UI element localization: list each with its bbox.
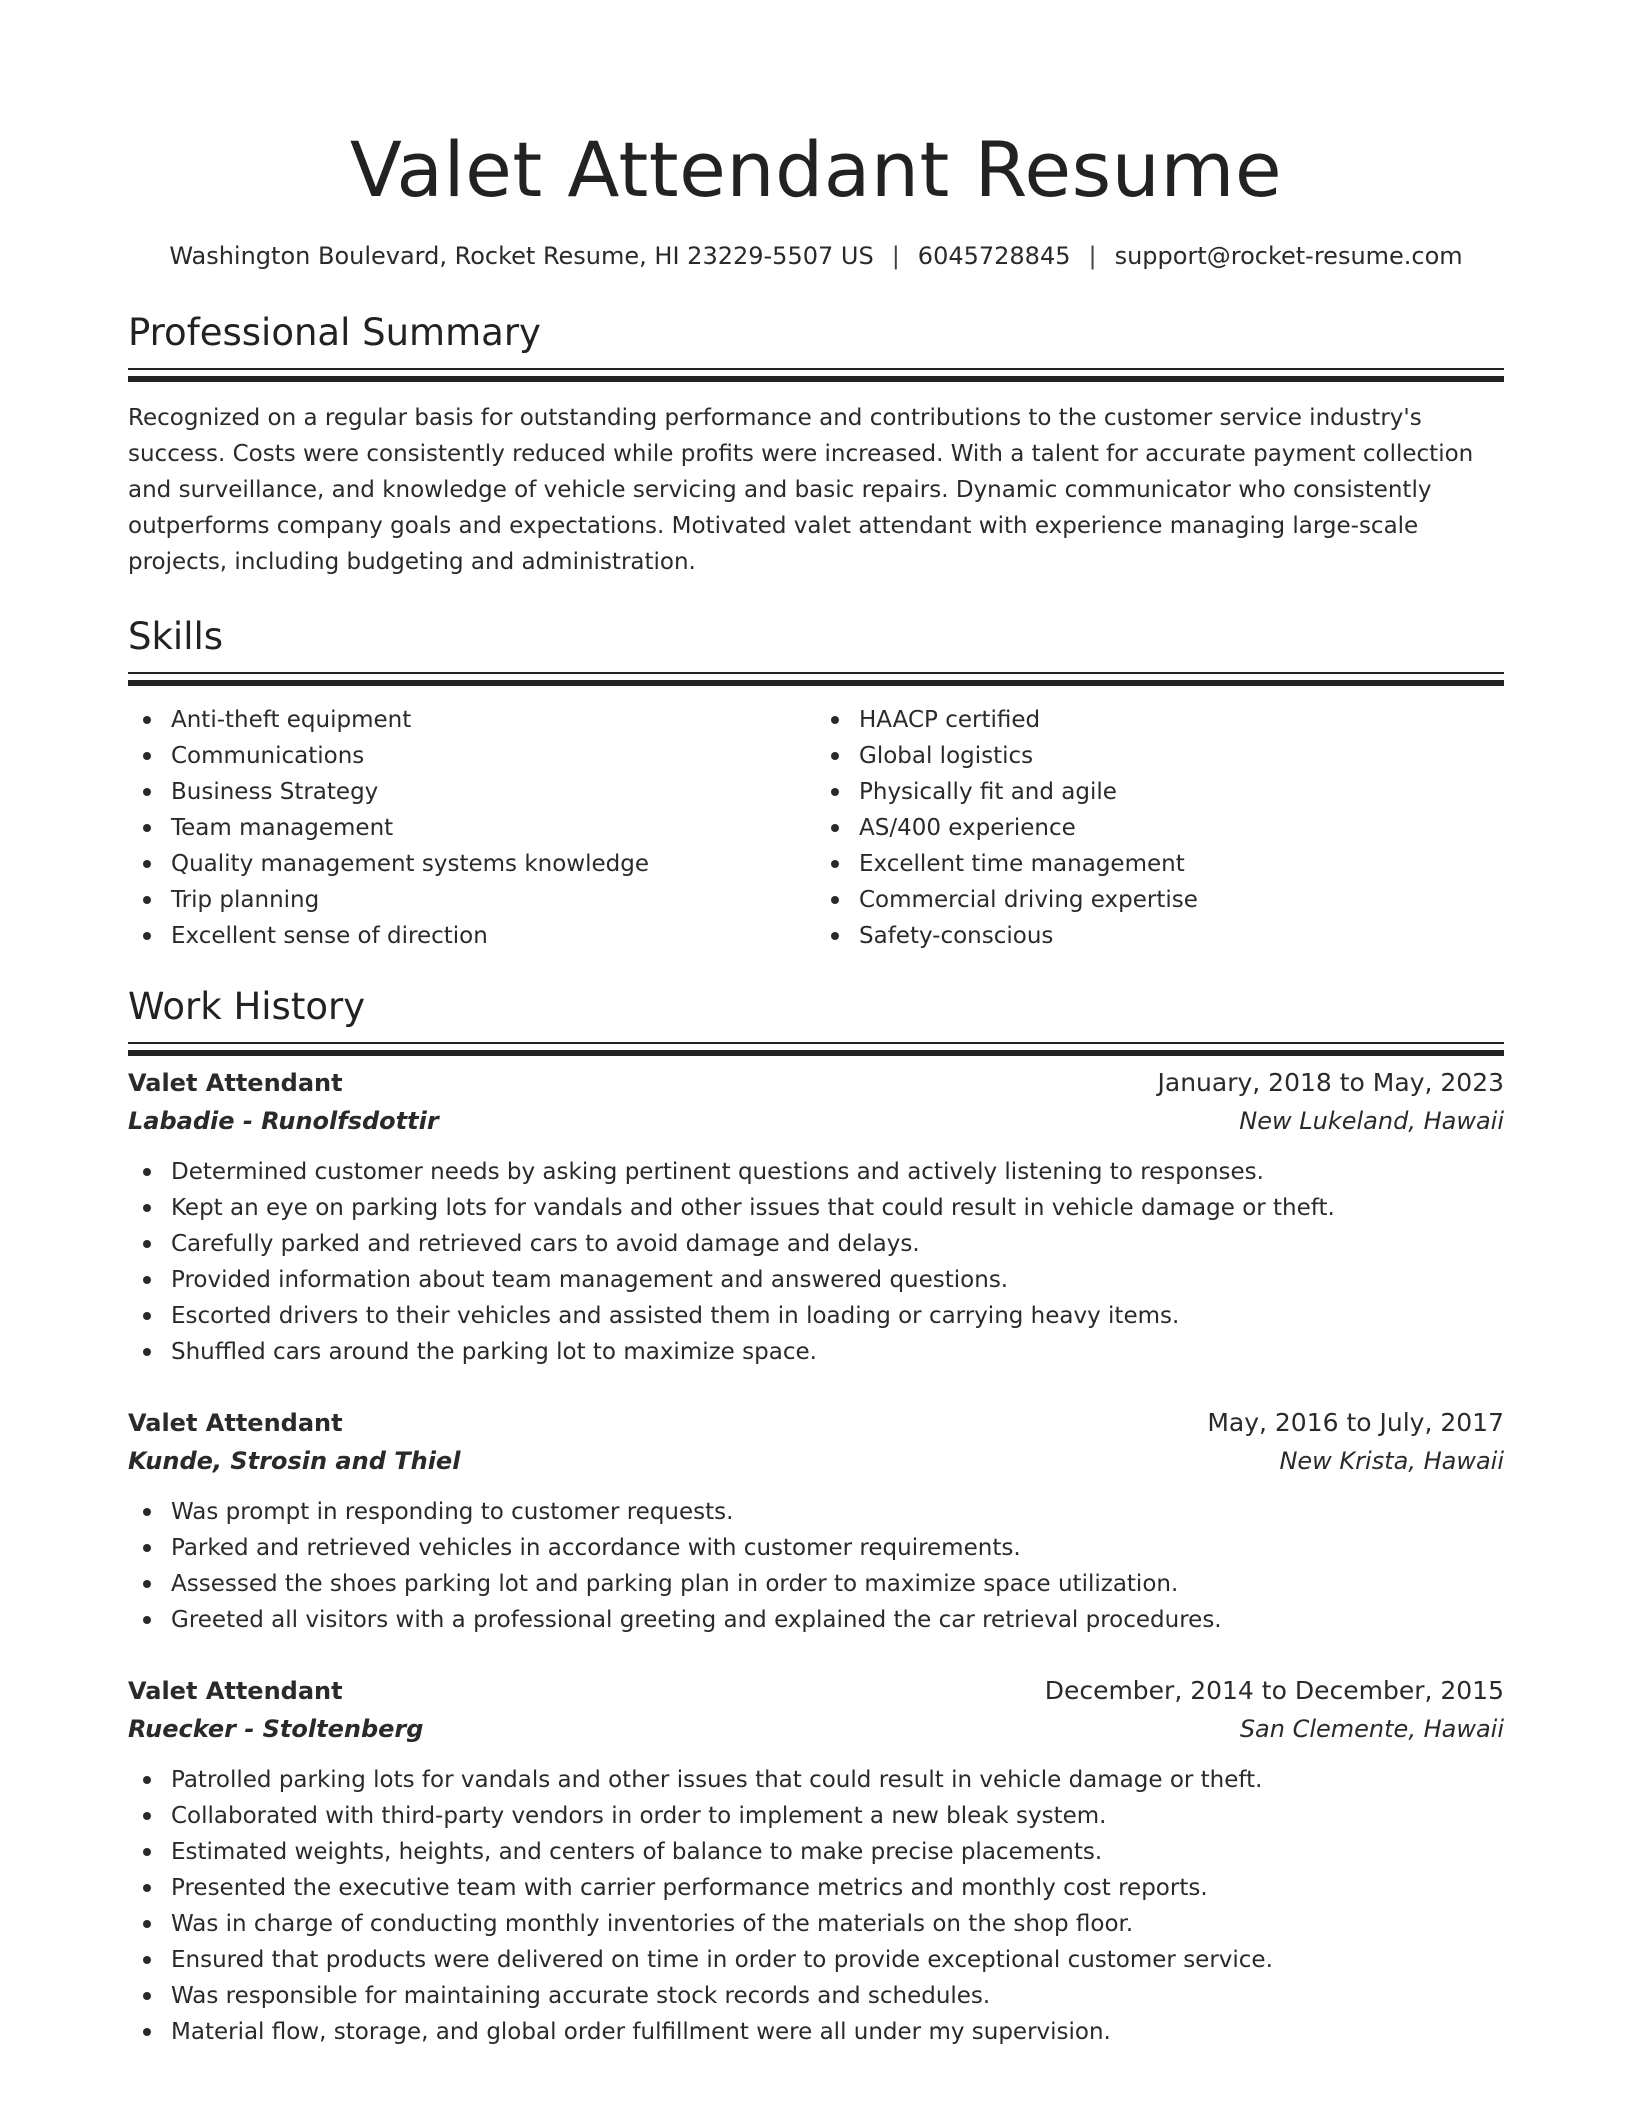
job-bullet: Carefully parked and retrieved cars to avoid damage and delays.	[171, 1226, 1504, 1262]
contact-phone: 6045728845	[917, 242, 1071, 270]
contact-line	[128, 240, 1504, 272]
contact-separator: |	[891, 242, 900, 270]
skill-item: Excellent sense of direction	[171, 918, 816, 954]
section-divider	[128, 368, 1504, 370]
skill-item: Anti-theft equipment	[171, 702, 816, 738]
work-history-heading: Work History	[128, 985, 366, 1028]
section-divider	[128, 672, 1504, 674]
job-title: Valet Attendant	[128, 1409, 343, 1437]
work-history-section	[128, 984, 1504, 2050]
contact-address: Washington Boulevard, Rocket Resume, HI 23229-5507 US	[169, 242, 874, 270]
skill-item: Communications	[171, 738, 816, 774]
skill-item: AS/400 experience	[859, 810, 1504, 846]
job-bullet: Parked and retrieved vehicles in accordance with customer requirements.	[171, 1530, 1504, 1566]
summary-heading: Professional Summary	[128, 311, 541, 354]
skill-item: Team management	[171, 810, 816, 846]
job-bullet: Provided information about team management and answered questions.	[171, 1262, 1504, 1298]
job-entry	[128, 1404, 1504, 1638]
job-bullet: Kept an eye on parking lots for vandals and other issues that could result in vehicle damage or theft.	[171, 1190, 1504, 1226]
job-bullet: Estimated weights, heights, and centers of balance to make precise placements.	[171, 1834, 1504, 1870]
job-header-row	[128, 1064, 1504, 1102]
job-dates: December, 2014 to December, 2015	[1044, 1676, 1504, 1705]
job-header-row	[128, 1404, 1504, 1442]
job-company: Ruecker - Stoltenberg	[128, 1715, 424, 1743]
job-bullet: Material flow, storage, and global order fulfillment were all under my supervision.	[171, 2014, 1504, 2050]
job-company: Kunde, Strosin and Thiel	[128, 1447, 461, 1475]
job-dates: January, 2018 to May, 2023	[1157, 1068, 1504, 1097]
summary-section	[128, 310, 1504, 580]
contact-separator: |	[1088, 242, 1097, 270]
job-company-row	[128, 1102, 1504, 1140]
job-bullet: Was responsible for maintaining accurate stock records and schedules.	[171, 1978, 1504, 2014]
job-bullet: Presented the executive team with carrier performance metrics and monthly cost reports.	[171, 1870, 1504, 1906]
resume-title: Valet Attendant Resume	[349, 125, 1283, 214]
skill-item: Quality management systems knowledge	[171, 846, 816, 882]
job-dates: May, 2016 to July, 2017	[1207, 1408, 1504, 1437]
job-bullet: Determined customer needs by asking pertinent questions and actively listening to responses.	[171, 1154, 1504, 1190]
job-bullet: Assessed the shoes parking lot and parking plan in order to maximize space utilization.	[171, 1566, 1504, 1602]
skill-item: Business Strategy	[171, 774, 816, 810]
skills-column-right	[816, 702, 1504, 954]
skill-item: Trip planning	[171, 882, 816, 918]
job-bullet: Collaborated with third-party vendors in order to implement a new bleak system.	[171, 1798, 1504, 1834]
job-bullets	[128, 1154, 1504, 1370]
job-bullet: Was in charge of conducting monthly inventories of the materials on the shop floor.	[171, 1906, 1504, 1942]
job-location: New Lukeland, Hawaii	[1239, 1107, 1504, 1135]
job-location: New Krista, Hawaii	[1279, 1447, 1504, 1475]
job-company-row	[128, 1710, 1504, 1748]
skill-item: Global logistics	[859, 738, 1504, 774]
skills-column-left	[128, 702, 816, 954]
contact-email: support@rocket-resume.com	[1114, 242, 1463, 270]
skill-item: Commercial driving expertise	[859, 882, 1504, 918]
summary-text: Recognized on a regular basis for outstanding performance and contributions to the customer service industry's success. Costs were consistently reduced while profits were increased. With a talent for accurate payment collection and surveillance, and knowledge of vehicle servicing and basic repairs. Dynamic communicator who consistently outperforms company goals and expectations. Motivated valet attendant with experience managing large-scale projects, including budgeting and administration.	[128, 405, 1474, 575]
job-location: San Clemente, Hawaii	[1239, 1715, 1504, 1743]
job-bullet: Greeted all visitors with a professional greeting and explained the car retrieval procedures.	[171, 1602, 1504, 1638]
job-bullets	[128, 1762, 1504, 2050]
skill-item: HAACP certified	[859, 702, 1504, 738]
job-bullet: Patrolled parking lots for vandals and other issues that could result in vehicle damage or theft.	[171, 1762, 1504, 1798]
job-bullets	[128, 1494, 1504, 1638]
skill-item: Physically fit and agile	[859, 774, 1504, 810]
job-title: Valet Attendant	[128, 1677, 343, 1705]
skills-grid	[128, 702, 1504, 954]
job-bullet: Shuffled cars around the parking lot to maximize space.	[171, 1334, 1504, 1370]
skills-heading: Skills	[128, 615, 224, 658]
job-entry	[128, 1672, 1504, 2050]
job-company: Labadie - Runolfsdottir	[128, 1107, 439, 1135]
job-entry	[128, 1064, 1504, 1370]
job-title: Valet Attendant	[128, 1069, 343, 1097]
skills-section	[128, 614, 1504, 954]
job-bullet: Ensured that products were delivered on time in order to provide exceptional customer service.	[171, 1942, 1504, 1978]
job-header-row	[128, 1672, 1504, 1710]
job-company-row	[128, 1442, 1504, 1480]
section-divider	[128, 1042, 1504, 1044]
skill-item: Excellent time management	[859, 846, 1504, 882]
job-bullet: Was prompt in responding to customer requests.	[171, 1494, 1504, 1530]
job-bullet: Escorted drivers to their vehicles and assisted them in loading or carrying heavy items.	[171, 1298, 1504, 1334]
skill-item: Safety-conscious	[859, 918, 1504, 954]
